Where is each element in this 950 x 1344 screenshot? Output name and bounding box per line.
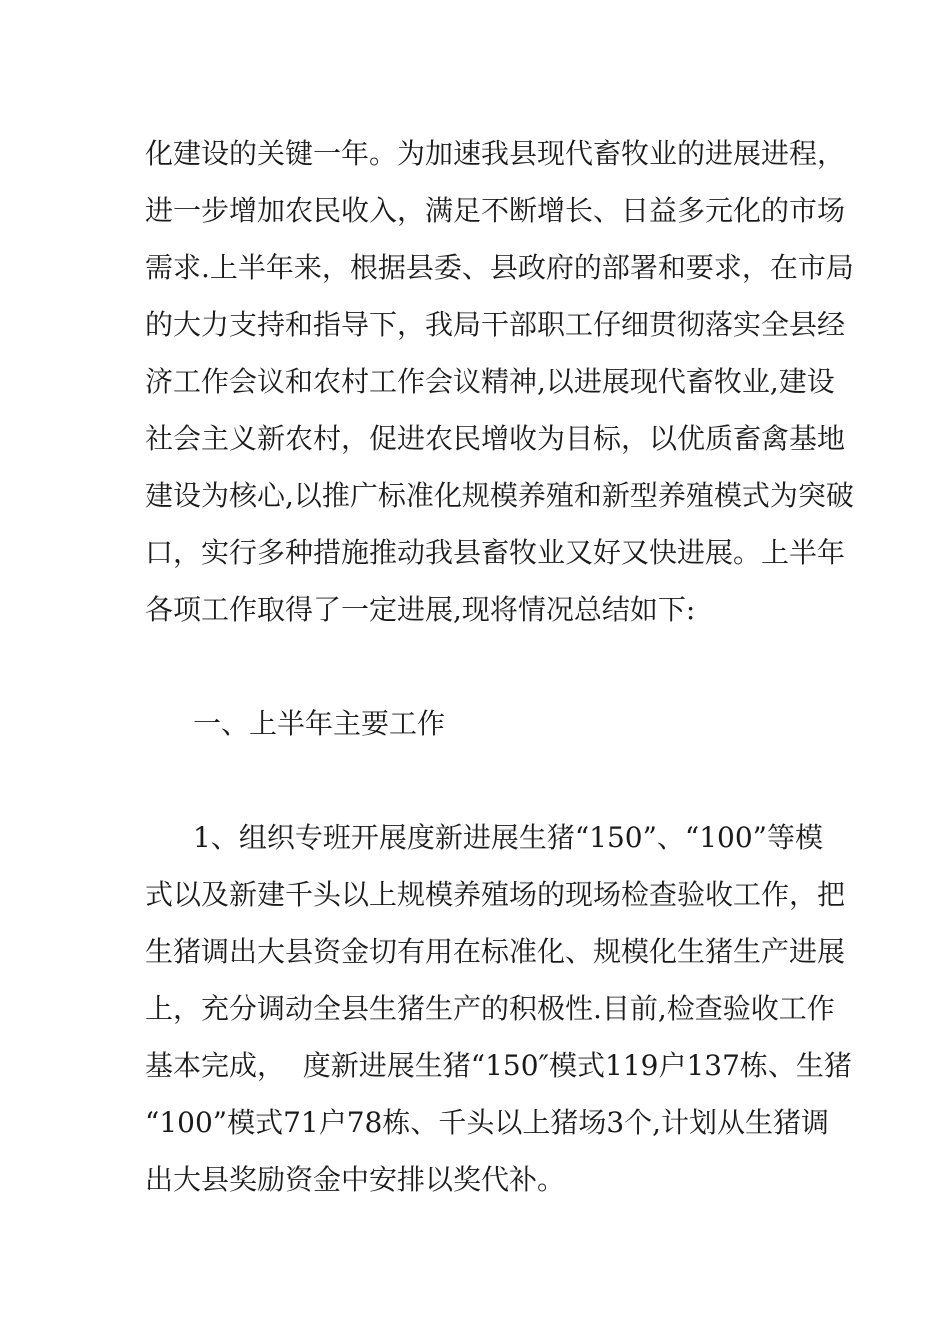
- paragraph-line: 社会主义新农村，促进农民增收为目标，以优质畜禽基地: [145, 422, 846, 455]
- item-line: 出大县奖励资金中安排以奖代补。: [145, 1163, 566, 1196]
- item-line: “100”模式71户78栋、千头以上猪场3个,计划从生猪调: [145, 1106, 830, 1139]
- paragraph-line: 的大力支持和指导下，我局干部职工仔细贯彻落实全县经: [145, 308, 846, 341]
- paragraph-line: 进一步增加农民收入，满足不断增长、日益多元化的市场: [145, 194, 846, 227]
- item-line: 生猪调出大县资金切有用在标准化、规模化生猪生产进展: [145, 935, 846, 968]
- paragraph-line: 各项工作取得了一定进展,现将情况总结如下:: [145, 593, 696, 626]
- paragraph-line: 化建设的关键一年。为加速我县现代畜牧业的进展进程，: [145, 137, 846, 170]
- paragraph-line: 需求.上半年来，根据县委、县政府的部署和要求，在市局: [145, 251, 854, 284]
- section-heading: 一、上半年主要工作: [193, 707, 446, 740]
- item-line: 上，充分调动全县生猪生产的积极性.目前,检查验收工作: [145, 992, 835, 1025]
- item-line: 基本完成， 度新进展生猪“150″模式119户137栋、生猪: [145, 1049, 852, 1082]
- paragraph-line: 口，实行多种措施推动我县畜牧业又好又快进展。上半年: [145, 536, 846, 569]
- paragraph-line: 济工作会议和农村工作会议精神,以进展现代畜牧业,建设: [145, 365, 835, 398]
- paragraph-line: 建设为核心,以推广标准化规模养殖和新型养殖模式为突破: [145, 479, 854, 512]
- item-line: 式以及新建千头以上规模养殖场的现场检查验收工作，把: [145, 878, 846, 911]
- item-line: 1、组织专班开展度新进展生猪“150”、“100”等模: [193, 821, 823, 854]
